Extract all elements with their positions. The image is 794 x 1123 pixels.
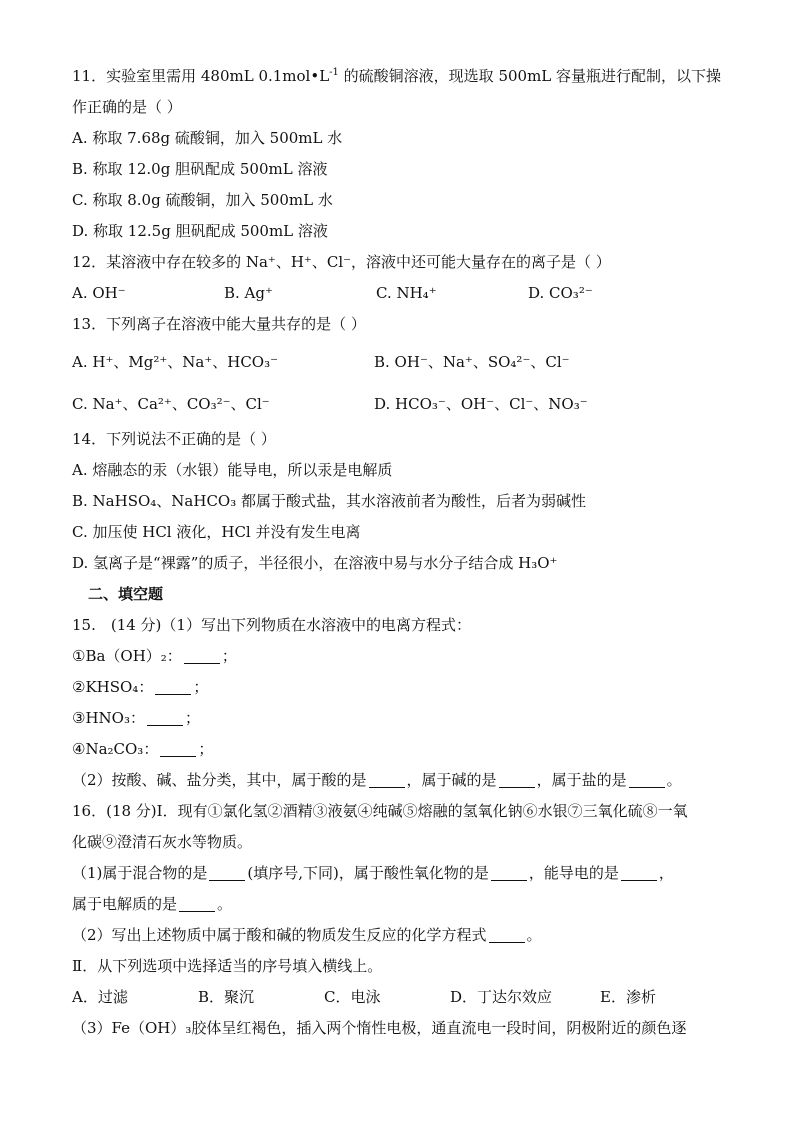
q15-item-1	[72, 646, 732, 666]
q13-option-b[interactable]: B. OH⁻、Na⁺、SO₄²⁻、Cl⁻	[374, 353, 570, 371]
answer-blank[interactable]	[147, 710, 183, 726]
q15-item-1-label: ①Ba（OH）₂：	[72, 647, 182, 665]
q14-option-b[interactable]: B. NaHSO₄、NaHCO₃ 都属于酸式盐，其水溶液前者为酸性，后者为弱碱性	[72, 492, 587, 510]
q15-part2-d: 。	[666, 771, 682, 789]
q16-choice-b[interactable]: B．聚沉	[198, 988, 255, 1006]
q16-p1-f: 。	[217, 895, 233, 913]
q13-option-c[interactable]: C. Na⁺、Ca²⁺、CO₃²⁻、Cl⁻	[72, 395, 270, 413]
q12-option-d[interactable]: D. CO₃²⁻	[528, 284, 593, 302]
q13-option-a[interactable]: A. H⁺、Mg²⁺、Na⁺、HCO₃⁻	[72, 353, 279, 371]
q11-option-d[interactable]: D. 称取 12.5g 胆矾配成 500mL 溶液	[72, 222, 328, 240]
q16-choices	[72, 987, 732, 1007]
q15-item-3	[72, 708, 732, 728]
q16-choice-a[interactable]: A．过滤	[72, 988, 128, 1006]
q16-p1-d: ，	[658, 864, 674, 882]
answer-blank[interactable]	[155, 679, 191, 695]
answer-blank[interactable]	[369, 772, 405, 788]
answer-blank[interactable]	[489, 927, 525, 943]
q16-section2: Ⅱ．从下列选项中选择适当的序号填入横线上。	[72, 957, 383, 975]
q13-options-row2	[72, 394, 732, 414]
q16-part1	[72, 863, 732, 883]
q14-option-a[interactable]: A. 熔融态的汞（水银）能导电，所以汞是电解质	[72, 461, 393, 479]
q16-part2	[72, 925, 732, 945]
q12-option-a[interactable]: A. OH⁻	[72, 284, 126, 302]
q11-stem-cont: 作正确的是（ ）	[72, 98, 182, 116]
q15-part2-c: ，属于盐的是	[536, 771, 627, 789]
q12-options	[72, 283, 732, 303]
q16-part3: （3）Fe（OH）₃胶体呈红褐色，插入两个惰性电极，通直流电一段时间，阴极附近的颜色逐	[72, 1019, 687, 1037]
answer-blank[interactable]	[629, 772, 665, 788]
answer-blank[interactable]	[491, 865, 527, 881]
q16-p1-e: 属于电解质的是	[72, 895, 178, 913]
section-title: 二、填空题	[88, 585, 164, 603]
q16-part1-cont	[72, 894, 732, 914]
q14-option-c[interactable]: C. 加压使 HCl 液化，HCl 并没有发生电离	[72, 523, 361, 541]
q13-stem: 13．下列离子在溶液中能大量共存的是（ ）	[72, 315, 366, 333]
answer-blank[interactable]	[499, 772, 535, 788]
q15-part2	[72, 770, 732, 790]
q16-p1-b: (填序号,下同)，属于酸性氧化物的是	[247, 864, 489, 882]
answer-blank[interactable]	[621, 865, 657, 881]
q11-stem-part: 11．实验室里需用 480mL 0.1mol•L	[72, 67, 330, 85]
q13-option-d[interactable]: D. HCO₃⁻、OH⁻、Cl⁻、NO₃⁻	[374, 395, 588, 413]
q16-p2-a: （2）写出上述物质中属于酸和碱的物质发生反应的化学方程式	[72, 926, 487, 944]
q15-stem: 15. (14 分)（1）写出下列物质在水溶液中的电离方程式：	[72, 616, 471, 634]
q12-stem: 12．某溶液中存在较多的 Na⁺、H⁺、Cl⁻，溶液中还可能大量存在的离子是（ ）	[72, 253, 611, 271]
q16-choice-d[interactable]: D．丁达尔效应	[450, 988, 553, 1006]
q15-item-4	[72, 739, 732, 759]
q15-item-end: ；	[221, 647, 237, 665]
q16-p1-c: ，能导电的是	[528, 864, 619, 882]
q11-option-c[interactable]: C. 称取 8.0g 硫酸铜，加入 500mL 水	[72, 191, 333, 209]
q16-choice-e[interactable]: E．渗析	[600, 988, 656, 1006]
answer-blank[interactable]	[160, 741, 196, 757]
q11-stem	[72, 66, 732, 86]
q12-option-b[interactable]: B. Ag⁺	[224, 284, 273, 302]
q11-stem-sup: -1	[329, 67, 339, 78]
q15-part2-b: ，属于碱的是	[406, 771, 497, 789]
q16-choice-c[interactable]: C．电泳	[324, 988, 381, 1006]
q15-item-3-label: ③HNO₃：	[72, 709, 145, 727]
answer-blank[interactable]	[209, 865, 245, 881]
q11-option-b[interactable]: B. 称取 12.0g 胆矾配成 500mL 溶液	[72, 160, 328, 178]
answer-blank[interactable]	[184, 648, 220, 664]
q16-stem-cont: 化碳⑨澄清石灰水等物质。	[72, 833, 253, 851]
q15-item-4-label: ④Na₂CO₃：	[72, 740, 159, 758]
q11-stem-part2: 的硫酸铜溶液，现选取 500mL 容量瓶进行配制，以下操	[338, 67, 722, 85]
exam-page	[72, 66, 732, 1038]
q15-item-end: ；	[193, 678, 209, 696]
q15-item-end: ；	[184, 709, 200, 727]
q11-option-a[interactable]: A. 称取 7.68g 硫酸铜，加入 500mL 水	[72, 129, 343, 147]
q14-stem: 14．下列说法不正确的是（ ）	[72, 430, 276, 448]
q13-options-row1	[72, 352, 732, 372]
q14-option-d[interactable]: D. 氢离子是“裸露”的质子，半径很小，在溶液中易与水分子结合成 H₃O⁺	[72, 554, 558, 572]
q16-p2-b: 。	[526, 926, 542, 944]
q12-option-c[interactable]: C. NH₄⁺	[376, 284, 437, 302]
q15-part2-a: （2）按酸、碱、盐分类，其中，属于酸的是	[72, 771, 367, 789]
q16-stem: 16．(18 分)Ⅰ．现有①氯化氢②酒精③液氨④纯碱⑤熔融的氢氧化钠⑥水银⑦三氧化硫⑧一氧	[72, 802, 688, 820]
q16-p1-a: （1)属于混合物的是	[72, 864, 208, 882]
q15-item-2	[72, 677, 732, 697]
q15-item-2-label: ②KHSO₄：	[72, 678, 154, 696]
answer-blank[interactable]	[179, 896, 215, 912]
q15-item-end: ；	[198, 740, 214, 758]
